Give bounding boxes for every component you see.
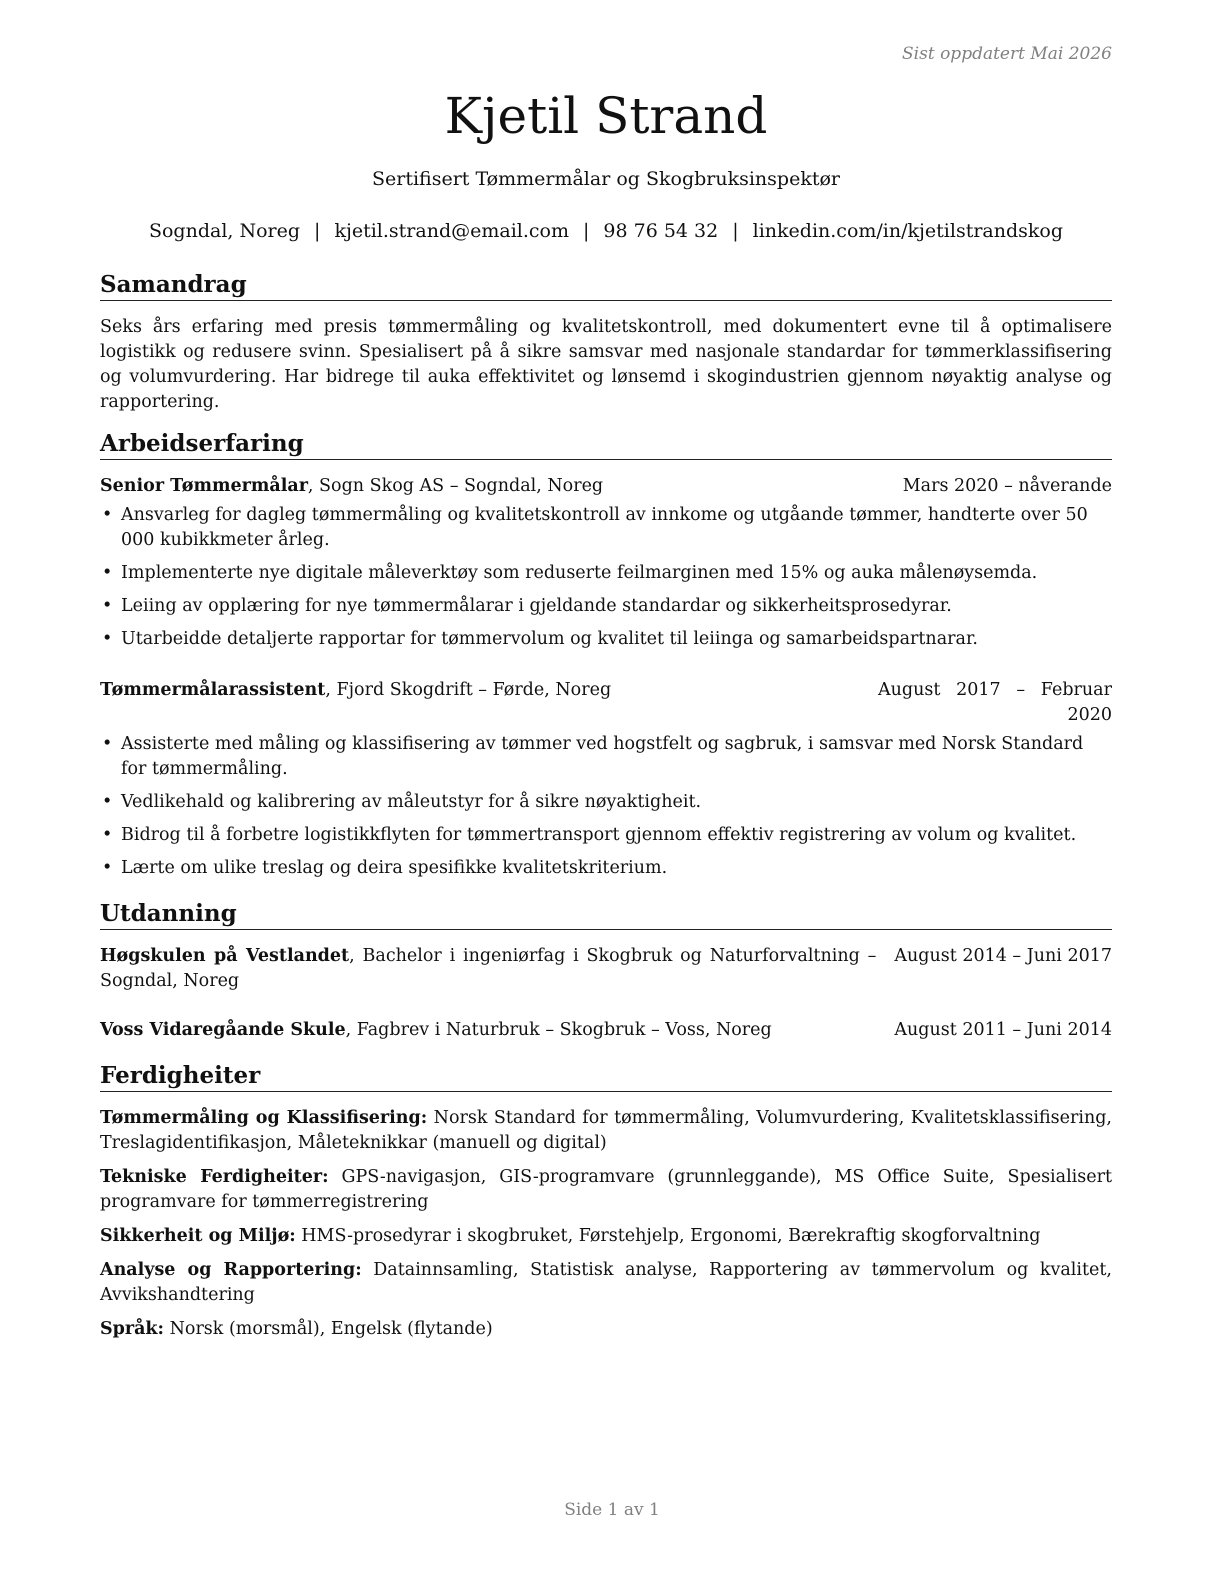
resume-page (100, 0, 1112, 1584)
list-item: • Implementerte nye digitale måleverktøy som reduserte feilmarginen med 15% og auka målenøysemda. (100, 561, 1112, 586)
list-item: • Leiing av opplæring for nye tømmermålarar i gjeldande standardar og sikkerheitsprosedyrar. (100, 594, 1112, 619)
education-dates: August 2014 – Juni 2017 (894, 946, 1112, 966)
section-title-summary: Samandrag (100, 270, 1112, 301)
job-org: , Fjord Skogdrift – Førde, Noreg (325, 680, 612, 700)
section-title-skills: Ferdigheiter (100, 1061, 1112, 1092)
last-updated: Sist oppdatert Mai 2026 (902, 44, 1112, 64)
contact-linkedin[interactable]: linkedin.com/in/kjetilstrandskog (752, 220, 1064, 242)
skill-group (100, 1165, 1112, 1215)
education-school: Høgskulen på Vestlandet (100, 946, 350, 966)
contact-separator: | (583, 220, 590, 242)
skill-group (100, 1258, 1112, 1308)
skill-label: Sikkerheit og Miljø: (100, 1226, 296, 1246)
contact-line (100, 218, 1112, 244)
contact-location: Sogndal, Noreg (148, 220, 301, 242)
skill-text: HMS-prosedyrar i skogbruket, Førstehjelp, Ergonomi, Bærekraftig skogforvaltning (295, 1226, 1041, 1246)
section-title-experience: Arbeidserfaring (100, 429, 1112, 460)
skill-text: Norsk Standard for tømmermåling, Volumvurdering, Kvalitetsklassifisering, Treslagidentifikasjon, Måleteknikkar (manuell og digital) (100, 1108, 1112, 1153)
job-dates: August 2017 – Februar 2020 (878, 680, 1112, 725)
job-bullets (100, 732, 1112, 881)
skills-list (100, 1106, 1112, 1342)
skill-text: Datainnsamling, Statistisk analyse, Rapportering av tømmervolum og kvalitet, Avvikshandtering (100, 1260, 1112, 1305)
contact-separator: | (732, 220, 739, 242)
education-entry (100, 1018, 1112, 1043)
job-role: Tømmermålarassistent (100, 680, 326, 700)
section-title-education: Utdanning (100, 899, 1112, 930)
list-item: • Assisterte med måling og klassifisering av tømmer ved hogstfelt og sagbruk, i samsvar med Norsk Standard for tømmermåling. (100, 732, 1112, 782)
resume-content (100, 270, 1112, 1342)
education-detail: , Fagbrev i Naturbruk – Skogbruk – Voss, Noreg (345, 1020, 772, 1040)
job-entry (100, 474, 1112, 652)
education-detail: , Bachelor i ingeniørfag i Skogbruk og Naturforvaltning – Sogndal, Noreg (100, 946, 877, 991)
job-role: Senior Tømmermålar (100, 476, 308, 496)
list-item: • Ansvarleg for dagleg tømmermåling og kvalitetskontroll av innkome og utgåande tømmer, handterte over 50 000 kubikkmeter årleg. (100, 503, 1112, 553)
skill-label: Tømmermåling og Klassifisering: (100, 1108, 428, 1128)
skill-group (100, 1317, 1112, 1342)
job-bullets (100, 503, 1112, 652)
skill-group (100, 1106, 1112, 1156)
job-org: , Sogn Skog AS – Sogndal, Noreg (307, 476, 604, 496)
skill-group (100, 1224, 1112, 1249)
education-school: Voss Vidaregåande Skule (100, 1020, 346, 1040)
page-number: Side 1 av 1 (564, 1500, 660, 1520)
skill-text: GPS-navigasjon, GIS-programvare (grunnleggande), MS Office Suite, Spesialisert programvare for tømmerregistrering (100, 1167, 1113, 1212)
list-item: • Bidrog til å forbetre logistikkflyten for tømmertransport gjennom effektiv registrering av volum og kvalitet. (100, 823, 1112, 848)
candidate-title: Sertifisert Tømmermålar og Skogbruksinspektør (371, 168, 840, 190)
skill-text: Norsk (morsmål), Engelsk (flytande) (164, 1319, 493, 1339)
list-item: • Vedlikehald og kalibrering av måleutstyr for å sikre nøyaktigheit. (100, 790, 1112, 815)
education-entry (100, 944, 1112, 994)
summary-text: Seks års erfaring med presis tømmermåling og kvalitetskontroll, med dokumentert evne til å optimalisere logistikk og redusere svinn. Spesialisert på å sikre samsvar med nasjonale standardar for tømmerklassifisering og volumvurdering. Har bidrege til auka effektivitet og lønsemd i skogindustrien gjennom nøyaktig analyse og rapportering. (100, 317, 1112, 412)
skill-label: Språk: (100, 1319, 165, 1339)
contact-separator: | (314, 220, 321, 242)
skill-label: Analyse og Rapportering: (100, 1260, 362, 1280)
list-item: • Lærte om ulike treslag og deira spesifikke kvalitetskriterium. (100, 856, 1112, 881)
list-item: • Utarbeidde detaljerte rapportar for tømmervolum og kvalitet til leiinga og samarbeidspartnarar. (100, 627, 1112, 652)
education-dates: August 2011 – Juni 2014 (894, 1020, 1112, 1040)
job-dates: Mars 2020 – nåverande (902, 476, 1112, 496)
contact-email[interactable]: kjetil.strand@email.com (334, 220, 569, 242)
skill-label: Tekniske Ferdigheiter: (100, 1167, 329, 1187)
candidate-name: Kjetil Strand (444, 87, 768, 145)
job-entry (100, 678, 1112, 881)
contact-phone[interactable]: 98 76 54 32 (603, 220, 719, 242)
